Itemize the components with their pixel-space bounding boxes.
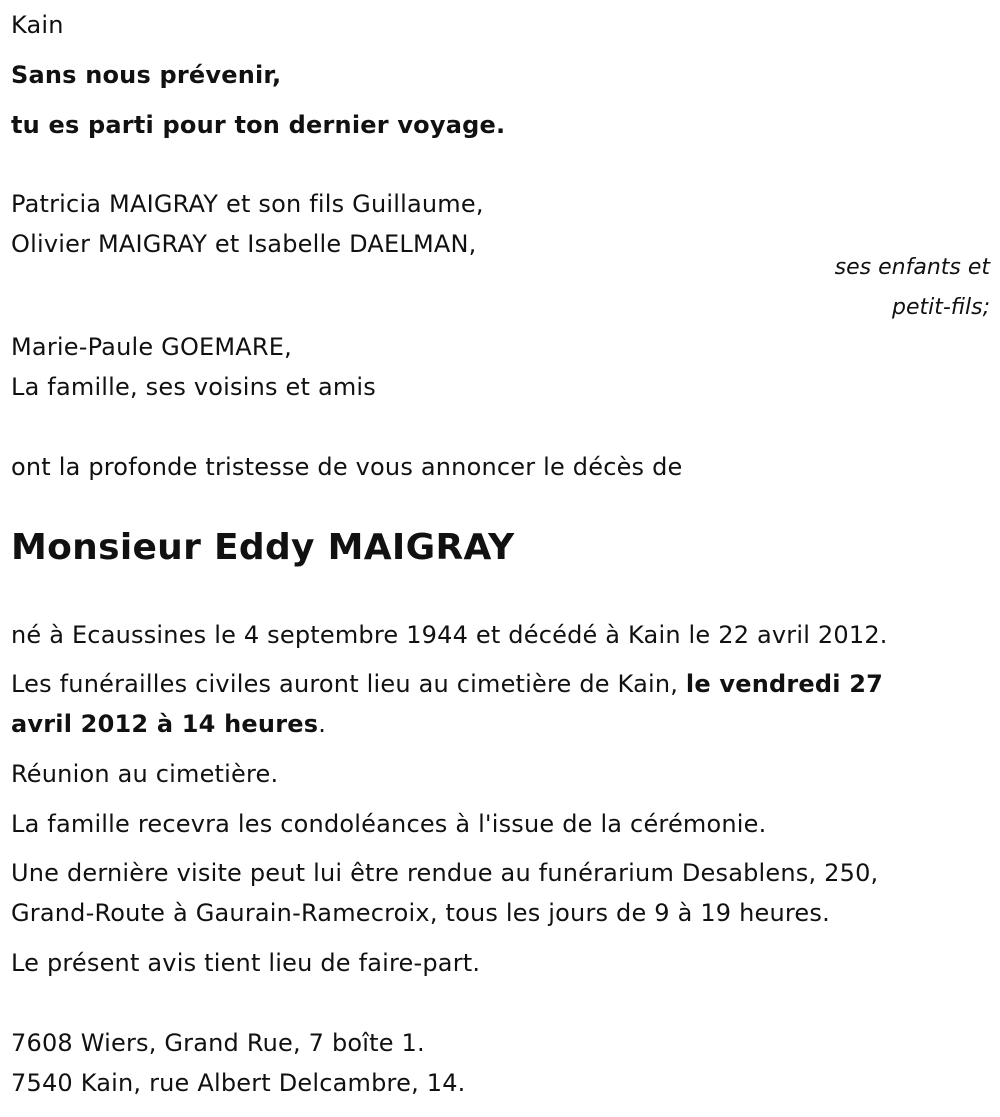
family-line-2: Olivier MAIGRAY et Isabelle DAELMAN, xyxy=(11,230,477,258)
notice-text: Le présent avis tient lieu de faire-part. xyxy=(11,949,481,977)
verse-line-1: Sans nous prévenir, xyxy=(11,61,282,89)
address-1: 7608 Wiers, Grand Rue, 7 boîte 1. xyxy=(11,1029,425,1057)
relation-line-2: petit-fils; xyxy=(891,295,990,320)
funeral-date-bold-1: le vendredi 27 xyxy=(685,670,884,698)
family-line-1: Patricia MAIGRAY et son fils Guillaume, xyxy=(11,190,484,218)
birth-death-text: né à Ecaussines le 4 septembre 1944 et décédé à Kain le 22 avril 2012. xyxy=(11,621,888,649)
funeral-line-2 xyxy=(11,709,326,739)
condolences-text: La famille recevra les condoléances à l'issue de la cérémonie. xyxy=(11,810,767,838)
location-text: Kain xyxy=(11,11,64,39)
announcement-text: ont la profonde tristesse de vous annoncer le décès de xyxy=(11,453,683,481)
deceased-name: Monsieur Eddy MAIGRAY xyxy=(11,527,515,568)
funeral-line-1 xyxy=(11,669,883,699)
family-line-4: La famille, ses voisins et amis xyxy=(11,373,377,401)
meeting-text: Réunion au cimetière. xyxy=(11,760,279,788)
funeral-suffix: . xyxy=(318,710,327,738)
funeral-prefix: Les funérailles civiles auront lieu au cimetière de Kain, xyxy=(11,670,686,698)
relation-line-1: ses enfants et xyxy=(834,255,990,280)
visit-line-1: Une dernière visite peut lui être rendue au funérarium Desablens, 250, xyxy=(11,859,879,887)
family-line-3: Marie-Paule GOEMARE, xyxy=(11,333,292,361)
verse-line-2: tu es parti pour ton dernier voyage. xyxy=(11,111,506,139)
address-2: 7540 Kain, rue Albert Delcambre, 14. xyxy=(11,1069,466,1097)
funeral-date-bold-2: avril 2012 à 14 heures xyxy=(11,710,319,738)
visit-line-2: Grand-Route à Gaurain-Ramecroix, tous les jours de 9 à 19 heures. xyxy=(11,899,830,927)
